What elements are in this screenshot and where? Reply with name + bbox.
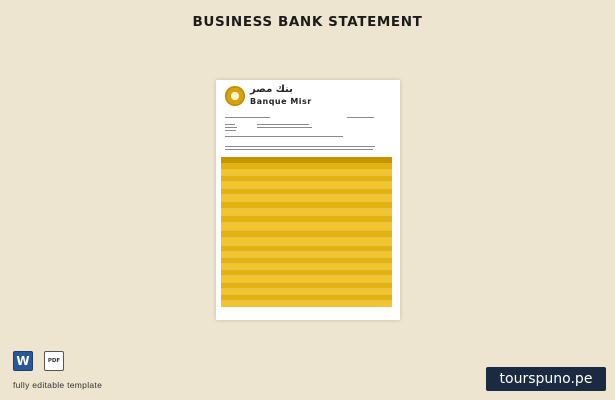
table-cell bbox=[372, 215, 392, 222]
bank-logo bbox=[225, 86, 325, 110]
table-cell bbox=[316, 237, 336, 245]
word-format-icon: W bbox=[13, 351, 33, 371]
table-cell bbox=[242, 181, 316, 188]
table-cell bbox=[354, 194, 372, 201]
table-row bbox=[221, 208, 392, 215]
table-row bbox=[221, 230, 392, 237]
pdf-format-icon: PDF bbox=[44, 351, 64, 371]
address-label-line bbox=[225, 127, 237, 128]
table-cell bbox=[221, 181, 242, 188]
table-cell bbox=[354, 181, 372, 188]
table-row bbox=[221, 237, 392, 245]
table-cell bbox=[336, 181, 354, 188]
table-cell bbox=[242, 275, 316, 282]
table-cell bbox=[336, 222, 354, 230]
table-cell bbox=[354, 230, 372, 237]
table-row bbox=[221, 194, 392, 201]
table-cell bbox=[336, 215, 354, 222]
table-cell bbox=[316, 230, 336, 237]
table-cell bbox=[316, 275, 336, 282]
table-cell bbox=[316, 300, 336, 306]
table-cell bbox=[242, 208, 316, 215]
table-cell bbox=[336, 201, 354, 208]
logo-bank-name: Banque Misr bbox=[250, 97, 312, 106]
table-cell bbox=[336, 230, 354, 237]
table-cell bbox=[242, 237, 316, 245]
table-cell bbox=[221, 237, 242, 245]
table-cell bbox=[242, 300, 316, 306]
phone-label-line bbox=[225, 130, 236, 131]
note-line-2 bbox=[225, 149, 373, 150]
editable-caption: fully editable template bbox=[13, 380, 103, 390]
table-cell bbox=[316, 194, 336, 201]
table-cell bbox=[221, 215, 242, 222]
table-cell bbox=[372, 208, 392, 215]
note-line-1 bbox=[225, 146, 375, 147]
table-cell bbox=[336, 208, 354, 215]
table-cell bbox=[372, 237, 392, 245]
table-cell bbox=[354, 201, 372, 208]
table-row bbox=[221, 201, 392, 208]
table-cell bbox=[354, 222, 372, 230]
table-cell bbox=[354, 237, 372, 245]
table-cell bbox=[242, 194, 316, 201]
intro-text-line bbox=[225, 136, 343, 137]
statement-title-line bbox=[225, 117, 270, 118]
table-cell bbox=[354, 208, 372, 215]
table-cell bbox=[221, 201, 242, 208]
table-cell bbox=[221, 275, 242, 282]
brand-watermark[interactable]: tourspuno.pe bbox=[486, 367, 606, 391]
table-row bbox=[221, 222, 392, 230]
table-cell bbox=[221, 208, 242, 215]
table-row bbox=[221, 275, 392, 282]
table-cell bbox=[372, 222, 392, 230]
table-cell bbox=[372, 300, 392, 306]
table-cell bbox=[372, 181, 392, 188]
address-value-line bbox=[257, 127, 312, 128]
table-cell bbox=[221, 230, 242, 237]
seal-icon bbox=[225, 86, 245, 106]
table-cell bbox=[316, 181, 336, 188]
table-cell bbox=[336, 275, 354, 282]
statement-period-line bbox=[347, 117, 374, 118]
table-cell bbox=[242, 215, 316, 222]
table-cell bbox=[221, 300, 242, 306]
table-cell bbox=[221, 194, 242, 201]
logo-arabic-name: بنك مصر bbox=[250, 84, 293, 95]
table-cell bbox=[336, 237, 354, 245]
table-cell bbox=[336, 300, 354, 306]
table-cell bbox=[354, 215, 372, 222]
page-title: BUSINESS BANK STATEMENT bbox=[192, 14, 423, 30]
account-label-line bbox=[225, 124, 235, 125]
table-cell bbox=[372, 230, 392, 237]
table-cell bbox=[336, 194, 354, 201]
table-cell bbox=[242, 230, 316, 237]
table-row bbox=[221, 181, 392, 188]
table-cell bbox=[354, 275, 372, 282]
table-cell bbox=[242, 222, 316, 230]
table-cell bbox=[316, 222, 336, 230]
table-row bbox=[221, 215, 392, 222]
table-cell bbox=[372, 201, 392, 208]
table-cell bbox=[354, 300, 372, 306]
statement-table bbox=[221, 157, 392, 307]
table-cell bbox=[372, 194, 392, 201]
table-row bbox=[221, 300, 392, 306]
table-cell bbox=[316, 201, 336, 208]
account-value-line bbox=[257, 124, 309, 125]
table-cell bbox=[316, 208, 336, 215]
statement-document-preview[interactable] bbox=[216, 80, 400, 320]
table-cell bbox=[316, 215, 336, 222]
table-cell bbox=[221, 222, 242, 230]
table-cell bbox=[242, 201, 316, 208]
table-cell bbox=[372, 275, 392, 282]
